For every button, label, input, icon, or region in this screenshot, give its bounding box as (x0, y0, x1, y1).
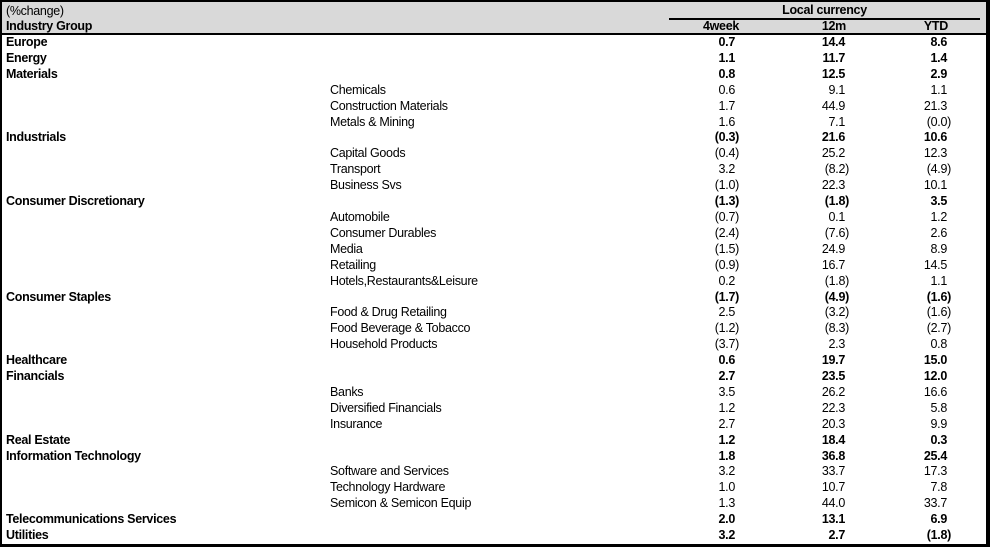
value-12m: 44.9 (821, 98, 845, 113)
value-12m: (7.6) (824, 225, 849, 240)
value-12m: 33.7 (821, 464, 845, 479)
value-4week: 1.2 (718, 400, 735, 415)
table-row (2, 385, 986, 401)
value-12m: (4.9) (824, 289, 849, 304)
sector-label: Information Technology (6, 448, 141, 463)
table-header (2, 2, 986, 35)
subindustry-label: Technology Hardware (330, 480, 446, 495)
subindustry-label: Insurance (330, 416, 383, 431)
table-row (2, 210, 986, 226)
value-4week: (0.9) (714, 257, 739, 272)
sector-label: Energy (6, 50, 47, 65)
column-header-4week: 4week (702, 19, 739, 33)
value-12m: 11.7 (822, 50, 845, 65)
value-4week: (0.7) (714, 209, 739, 224)
value-4week: 1.0 (718, 480, 735, 495)
value-12m: 16.7 (821, 257, 845, 272)
value-12m: 18.4 (821, 432, 845, 447)
subindustry-label: Capital Goods (330, 146, 406, 161)
value-12m: (1.8) (824, 273, 849, 288)
value-ytd: 1.2 (930, 209, 947, 224)
value-ytd: 1.4 (930, 50, 947, 65)
table-row (2, 512, 986, 528)
value-4week: 1.6 (718, 114, 735, 129)
value-ytd: 12.3 (923, 146, 947, 161)
value-12m: 20.3 (821, 416, 845, 431)
table-row (2, 290, 986, 306)
value-12m: 21.6 (821, 130, 845, 145)
value-4week: 1.8 (718, 448, 735, 463)
table-row (2, 115, 986, 131)
value-4week: 0.7 (718, 35, 735, 49)
value-12m: 25.2 (821, 146, 845, 161)
value-12m: 23.5 (821, 369, 845, 384)
table-row (2, 433, 986, 449)
value-4week: (1.3) (714, 194, 739, 209)
table-row (2, 35, 986, 51)
value-12m: 36.8 (821, 448, 845, 463)
value-12m: 22.3 (821, 178, 845, 193)
value-4week: 1.1 (718, 50, 735, 65)
subindustry-label: Food & Drug Retailing (330, 305, 447, 320)
value-4week: (1.2) (714, 321, 739, 336)
table-row (2, 353, 986, 369)
value-12m: 14.4 (821, 35, 845, 49)
value-ytd: 33.7 (923, 496, 947, 511)
subindustry-label: Business Svs (330, 178, 402, 193)
table-row (2, 194, 986, 210)
value-12m: 12.5 (821, 66, 845, 81)
table-row (2, 417, 986, 433)
table-row (2, 83, 986, 99)
value-ytd: (1.6) (926, 289, 951, 304)
value-ytd: (4.9) (926, 162, 951, 177)
subindustry-label: Transport (330, 162, 381, 177)
value-ytd: 10.6 (923, 130, 947, 145)
table-row (2, 321, 986, 337)
sector-label: Utilities (6, 528, 49, 543)
subindustry-label: Construction Materials (330, 98, 448, 113)
value-ytd: 8.6 (930, 35, 947, 49)
value-12m: 0.1 (828, 209, 845, 224)
value-4week: (0.3) (714, 130, 739, 145)
subindustry-label: Automobile (330, 209, 390, 224)
value-4week: (1.0) (714, 178, 739, 193)
value-4week: (2.4) (714, 225, 739, 240)
table-row (2, 226, 986, 242)
value-12m: 2.3 (828, 337, 845, 352)
table-row (2, 130, 986, 146)
table-row (2, 369, 986, 385)
value-ytd: 1.1 (930, 82, 947, 97)
table-row (2, 274, 986, 290)
table-row (2, 305, 986, 321)
subindustry-label: Consumer Durables (330, 225, 437, 240)
value-ytd: 6.9 (930, 512, 947, 527)
sector-label: Europe (6, 35, 48, 49)
value-12m: (1.8) (824, 194, 849, 209)
value-12m: 19.7 (821, 353, 845, 368)
subindustry-label: Hotels,Restaurants&Leisure (330, 273, 478, 288)
value-12m: 10.7 (821, 480, 845, 495)
value-ytd: 17.3 (923, 464, 947, 479)
table-row (2, 528, 986, 544)
value-4week: 2.0 (718, 512, 735, 527)
table-row (2, 464, 986, 480)
value-12m: 22.3 (821, 400, 845, 415)
value-ytd: 10.1 (923, 178, 947, 193)
table-row (2, 146, 986, 162)
table-row (2, 67, 986, 83)
value-12m: 7.1 (828, 114, 845, 129)
subindustry-label: Media (330, 241, 363, 256)
subindustry-label: Household Products (330, 337, 438, 352)
value-ytd: (1.6) (926, 305, 951, 320)
sector-label: Healthcare (6, 353, 67, 368)
value-4week: 2.7 (718, 416, 735, 431)
subindustry-label: Banks (330, 384, 364, 399)
value-4week: 2.7 (718, 369, 735, 384)
value-12m: 9.1 (828, 82, 845, 97)
table-row (2, 99, 986, 115)
value-ytd: 25.4 (923, 448, 947, 463)
value-ytd: 0.8 (930, 337, 947, 352)
table-row (2, 258, 986, 274)
header-row-currency (2, 2, 986, 20)
value-4week: 0.6 (718, 82, 735, 97)
value-ytd: 8.9 (930, 241, 947, 256)
table-row (2, 337, 986, 353)
value-ytd: 21.3 (923, 98, 947, 113)
industry-group-column-header: Industry Group (6, 19, 93, 33)
value-12m: 44.0 (821, 496, 845, 511)
value-12m: (3.2) (824, 305, 849, 320)
value-4week: (3.7) (714, 337, 739, 352)
local-currency-group-header: Local currency (669, 2, 980, 20)
value-4week: (0.4) (714, 146, 739, 161)
value-ytd: 2.6 (930, 225, 947, 240)
subindustry-label: Food Beverage & Tobacco (330, 321, 471, 336)
value-4week: 1.3 (718, 496, 735, 511)
sector-label: Consumer Discretionary (6, 194, 145, 209)
subindustry-label: Metals & Mining (330, 114, 415, 129)
value-ytd: 12.0 (923, 369, 947, 384)
column-header-12m: 12m (821, 19, 846, 33)
value-4week: 1.2 (718, 432, 735, 447)
percent-change-label: (%change) (6, 4, 64, 18)
value-4week: (1.7) (714, 289, 739, 304)
value-4week: 1.7 (718, 98, 735, 113)
value-ytd: (2.7) (926, 321, 951, 336)
sector-label: Telecommunications Services (6, 512, 177, 527)
value-4week: 3.2 (718, 528, 735, 543)
header-row-columns (2, 20, 986, 33)
sector-label: Real Estate (6, 432, 71, 447)
table-row (2, 242, 986, 258)
value-ytd: 2.9 (930, 66, 947, 81)
value-4week: 3.5 (718, 384, 735, 399)
subindustry-label: Retailing (330, 257, 376, 272)
value-4week: 2.5 (718, 305, 735, 320)
value-ytd: 5.8 (930, 400, 947, 415)
value-12m: (8.2) (824, 162, 849, 177)
table-row (2, 449, 986, 465)
value-4week: 3.2 (718, 162, 735, 177)
subindustry-label: Semicon & Semicon Equip (330, 496, 472, 511)
table-row (2, 496, 986, 512)
sector-label: Materials (6, 66, 58, 81)
sector-label: Consumer Staples (6, 289, 111, 304)
column-header-ytd: YTD (923, 19, 948, 33)
sector-label: Financials (6, 369, 65, 384)
table-row (2, 401, 986, 417)
table-row (2, 178, 986, 194)
value-12m: 2.7 (828, 528, 845, 543)
value-ytd: 14.5 (923, 257, 947, 272)
subindustry-label: Diversified Financials (330, 400, 442, 415)
value-4week: 0.6 (718, 353, 735, 368)
value-4week: 0.8 (718, 66, 735, 81)
value-12m: 26.2 (821, 384, 845, 399)
value-ytd: 7.8 (930, 480, 947, 495)
value-4week: (1.5) (714, 241, 739, 256)
table-row (2, 51, 986, 67)
value-12m: 24.9 (821, 241, 845, 256)
table-row (2, 480, 986, 496)
value-ytd: (0.0) (926, 114, 951, 129)
subindustry-label: Chemicals (330, 82, 386, 97)
value-ytd: 1.1 (930, 273, 947, 288)
subindustry-label: Software and Services (330, 464, 449, 479)
value-ytd: 16.6 (923, 384, 947, 399)
value-ytd: (1.8) (926, 528, 951, 543)
value-ytd: 15.0 (923, 353, 947, 368)
value-ytd: 3.5 (930, 194, 947, 209)
value-4week: 0.2 (718, 273, 735, 288)
sector-label: Industrials (6, 130, 66, 145)
value-ytd: 0.3 (930, 432, 947, 447)
value-12m: (8.3) (824, 321, 849, 336)
table-body (2, 35, 986, 544)
value-ytd: 9.9 (930, 416, 947, 431)
table-row (2, 162, 986, 178)
value-4week: 3.2 (718, 464, 735, 479)
value-12m: 13.1 (821, 512, 845, 527)
